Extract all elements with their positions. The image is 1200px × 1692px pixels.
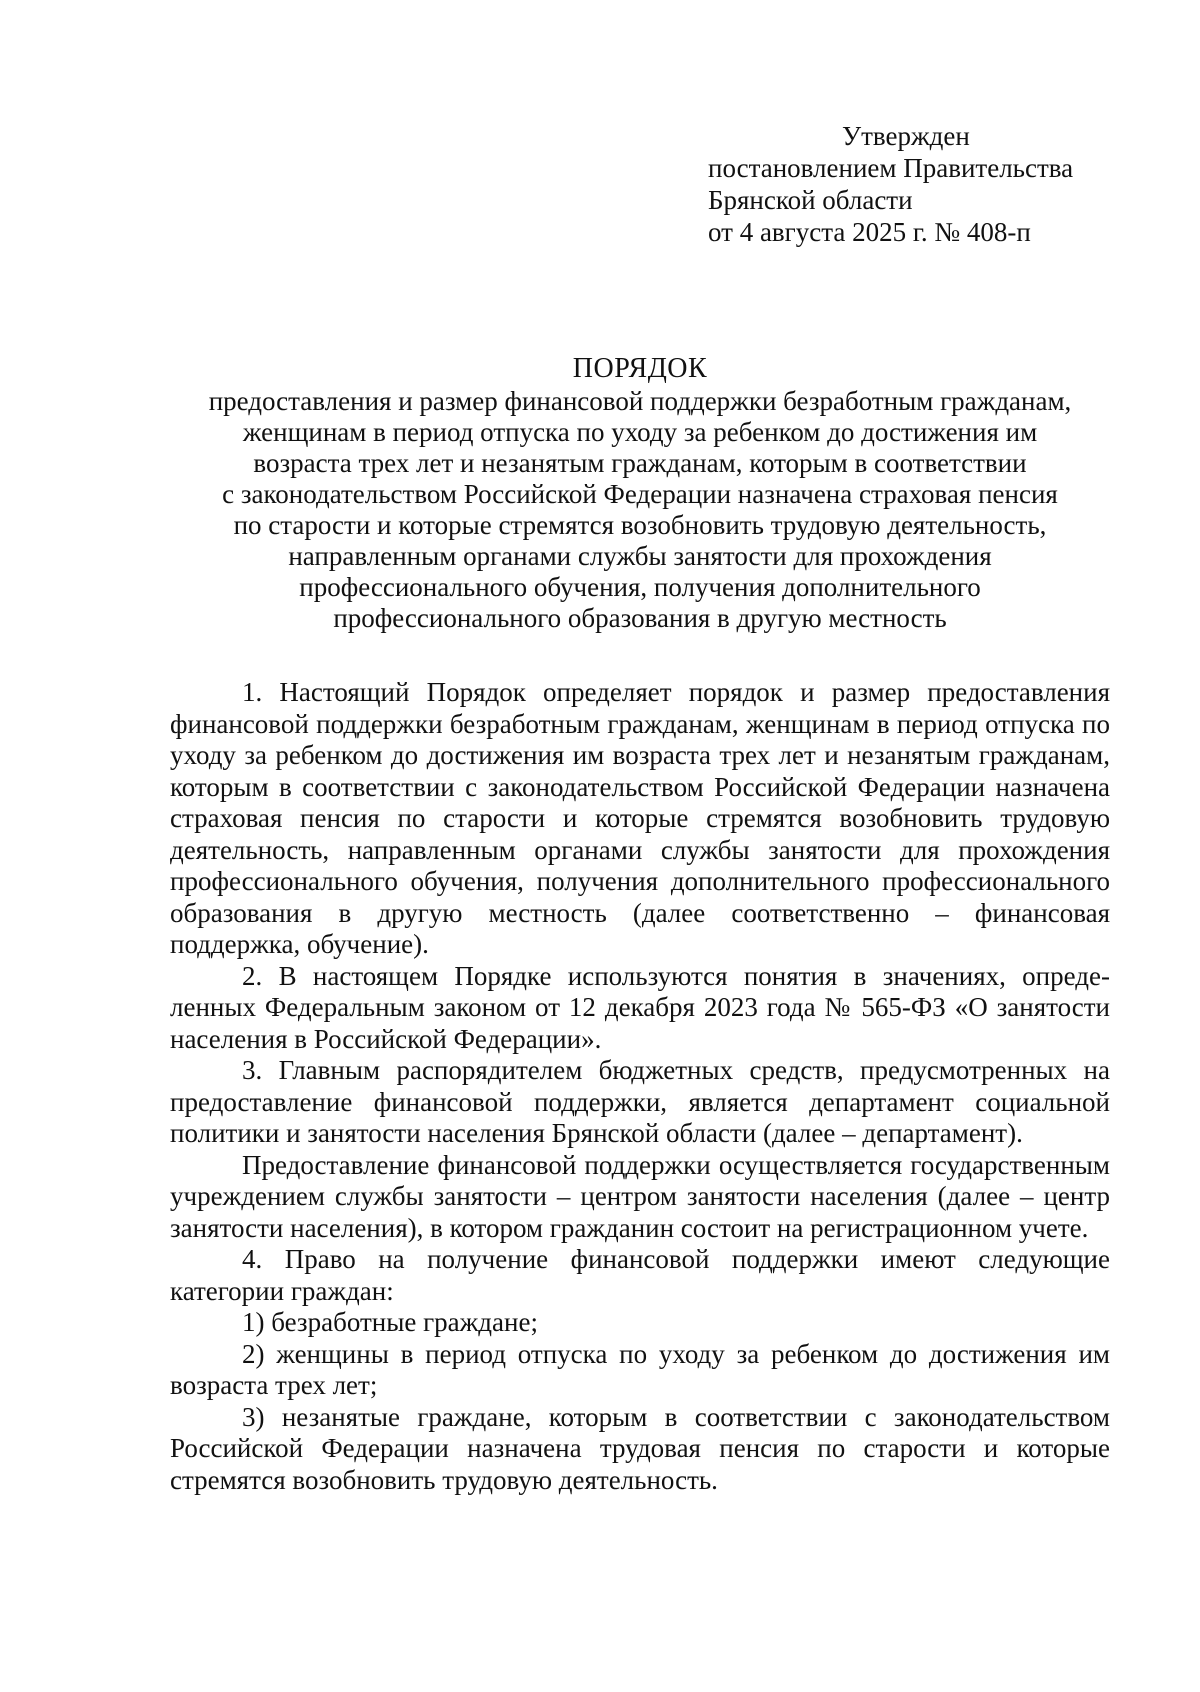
approval-stamp-block: [708, 120, 1148, 248]
document-subtitle-line: предоставления и размер финансовой поддержки безработным гражданам,: [208, 386, 1072, 416]
document-heading: ПОРЯДОК: [572, 353, 708, 384]
document-subtitle-line: профессионального образования в другую местность: [333, 603, 947, 633]
document-body: [170, 677, 1110, 1496]
body-paragraph: Предоставление финансовой поддержки осуществляется государственным учреждением службы занятости – центром занятости населения (далее – центр занятости населения), в котором гражданин состоит на регистрационном учете.: [170, 1149, 1110, 1243]
body-paragraph: 2. В настоящем Порядке используются понятия в значениях, определенных Федеральным законом от 12 декабря 2023 года № 565-ФЗ «О занятости населения в Российской Федерации».: [170, 960, 1110, 1054]
document-subtitle-line: по старости и которые стремятся возобновить трудовую деятельность,: [233, 510, 1047, 540]
approval-line: от 4 августа 2025 г. № 408-п: [708, 217, 1031, 247]
approval-line: Брянской области: [708, 185, 913, 215]
document-subtitle-line: профессионального обучения, получения дополнительного: [299, 572, 981, 602]
document-title-block: [150, 353, 1130, 634]
approval-line: постановлением Правительства: [708, 153, 1074, 183]
document-subtitle-line: направленным органами службы занятости для прохождения: [288, 541, 992, 571]
body-paragraph: 4. Право на получение финансовой поддержки имеют следующие категории граждан:: [170, 1244, 1110, 1306]
body-paragraph: 3) незанятые граждане, которым в соответствии с законодательством Российской Федерации назначена трудовая пенсия по старости и которые стремятся возобновить трудовую деятельность.: [170, 1401, 1110, 1495]
body-paragraph: 2) женщины в период отпуска по уходу за ребенком до достижения им возраста трех лет;: [170, 1338, 1110, 1400]
body-paragraph: 3. Главным распорядителем бюджетных средств, предусмотренных на предоставление финансовой поддержки, является департамент социальной политики и занятости населения Брянской области (далее – департамент).: [170, 1055, 1110, 1148]
document-subtitle-line: с законодательством Российской Федерации назначена страховая пенсия: [222, 479, 1058, 509]
body-paragraph: 1) безработные граждане;: [242, 1307, 538, 1337]
document-subtitle-line: женщинам в период отпуска по уходу за ребенком до достижения им: [242, 417, 1038, 447]
approval-line: Утвержден: [842, 121, 970, 151]
body-paragraph: 1. Настоящий Порядок определяет порядок и размер предоставления финансовой поддержки безработным гражданам, женщинам в период отпуска по уходу за ребенком до достижения им возраста трех лет и незанятым гражданам, которым в соответствии с законодательством Российской Федерации назначена страховая пенсия по старости и которые стремятся возобновить трудовую деятельность, направленным органами службы занятости для прохождения профессионального обучения, получения дополнительного профессионального образования в другую местность (далее соответственно – финансовая поддержка, обучение).: [170, 677, 1110, 959]
document-subtitle-line: возраста трех лет и незанятым гражданам, которым в соответствии: [253, 448, 1027, 478]
